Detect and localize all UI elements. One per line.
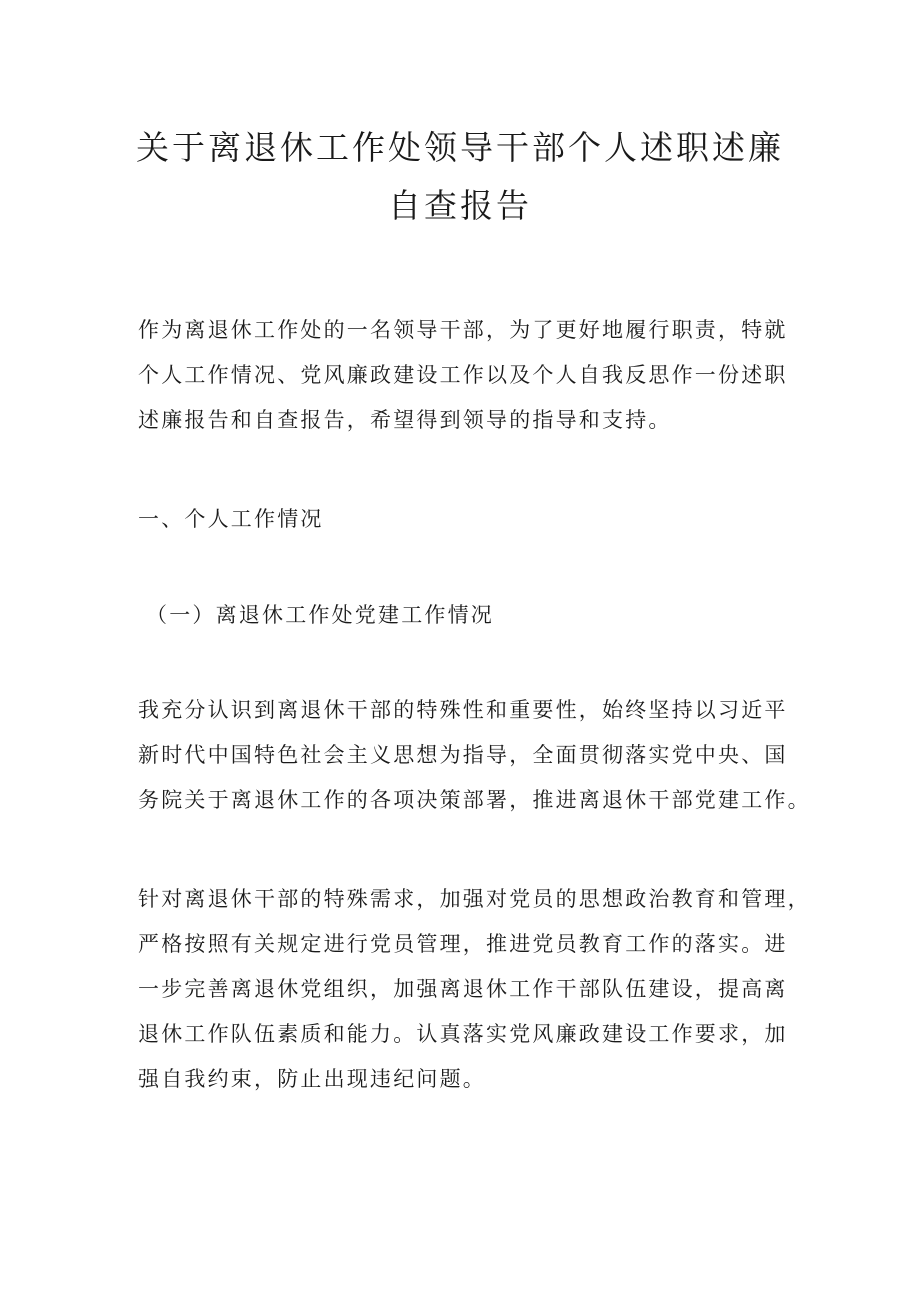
- paragraph-2-line-1: 针对离退休干部的特殊需求，加强对党员的思想政治教育和管理，: [138, 887, 811, 911]
- paragraph-2-line-5: 强自我约束，防止出现违纪问题。: [138, 1067, 486, 1091]
- paragraph-1: [138, 688, 818, 823]
- document-title-line-2: 自查报告: [388, 186, 532, 225]
- section-1-heading: 一、个人工作情况: [138, 507, 324, 531]
- paragraph-2-line-4: 退休工作队伍素质和能力。认真落实党风廉政建设工作要求，加: [138, 1022, 788, 1046]
- paragraph-1-line-2: 新时代中国特色社会主义思想为指导，全面贯彻落实党中央、国: [138, 743, 788, 767]
- intro-line-2: 个人工作情况、党风廉政建设工作以及个人自我反思作一份述职: [138, 363, 788, 387]
- subsection-1-heading: （一）离退休工作处党建工作情况: [146, 603, 494, 627]
- document-title-line-1: 关于离退休工作处领导干部个人述职述廉: [136, 128, 784, 167]
- paragraph-1-line-1: 我充分认识到离退休干部的特殊性和重要性，始终坚持以习近平: [138, 698, 788, 722]
- paragraph-2-line-3: 一步完善离退休党组织，加强离退休工作干部队伍建设，提高离: [138, 977, 788, 1001]
- intro-line-1: 作为离退休工作处的一名领导干部，为了更好地履行职责，特就: [138, 318, 788, 342]
- intro-paragraph: [138, 308, 818, 443]
- paragraph-2: [138, 877, 818, 1102]
- paragraph-2-line-2: 严格按照有关规定进行党员管理，推进党员教育工作的落实。进: [138, 932, 788, 956]
- paragraph-1-line-3: 务院关于离退休工作的各项决策部署，推进离退休干部党建工作。: [138, 788, 811, 812]
- intro-line-3: 述廉报告和自查报告，希望得到领导的指导和支持。: [138, 408, 672, 432]
